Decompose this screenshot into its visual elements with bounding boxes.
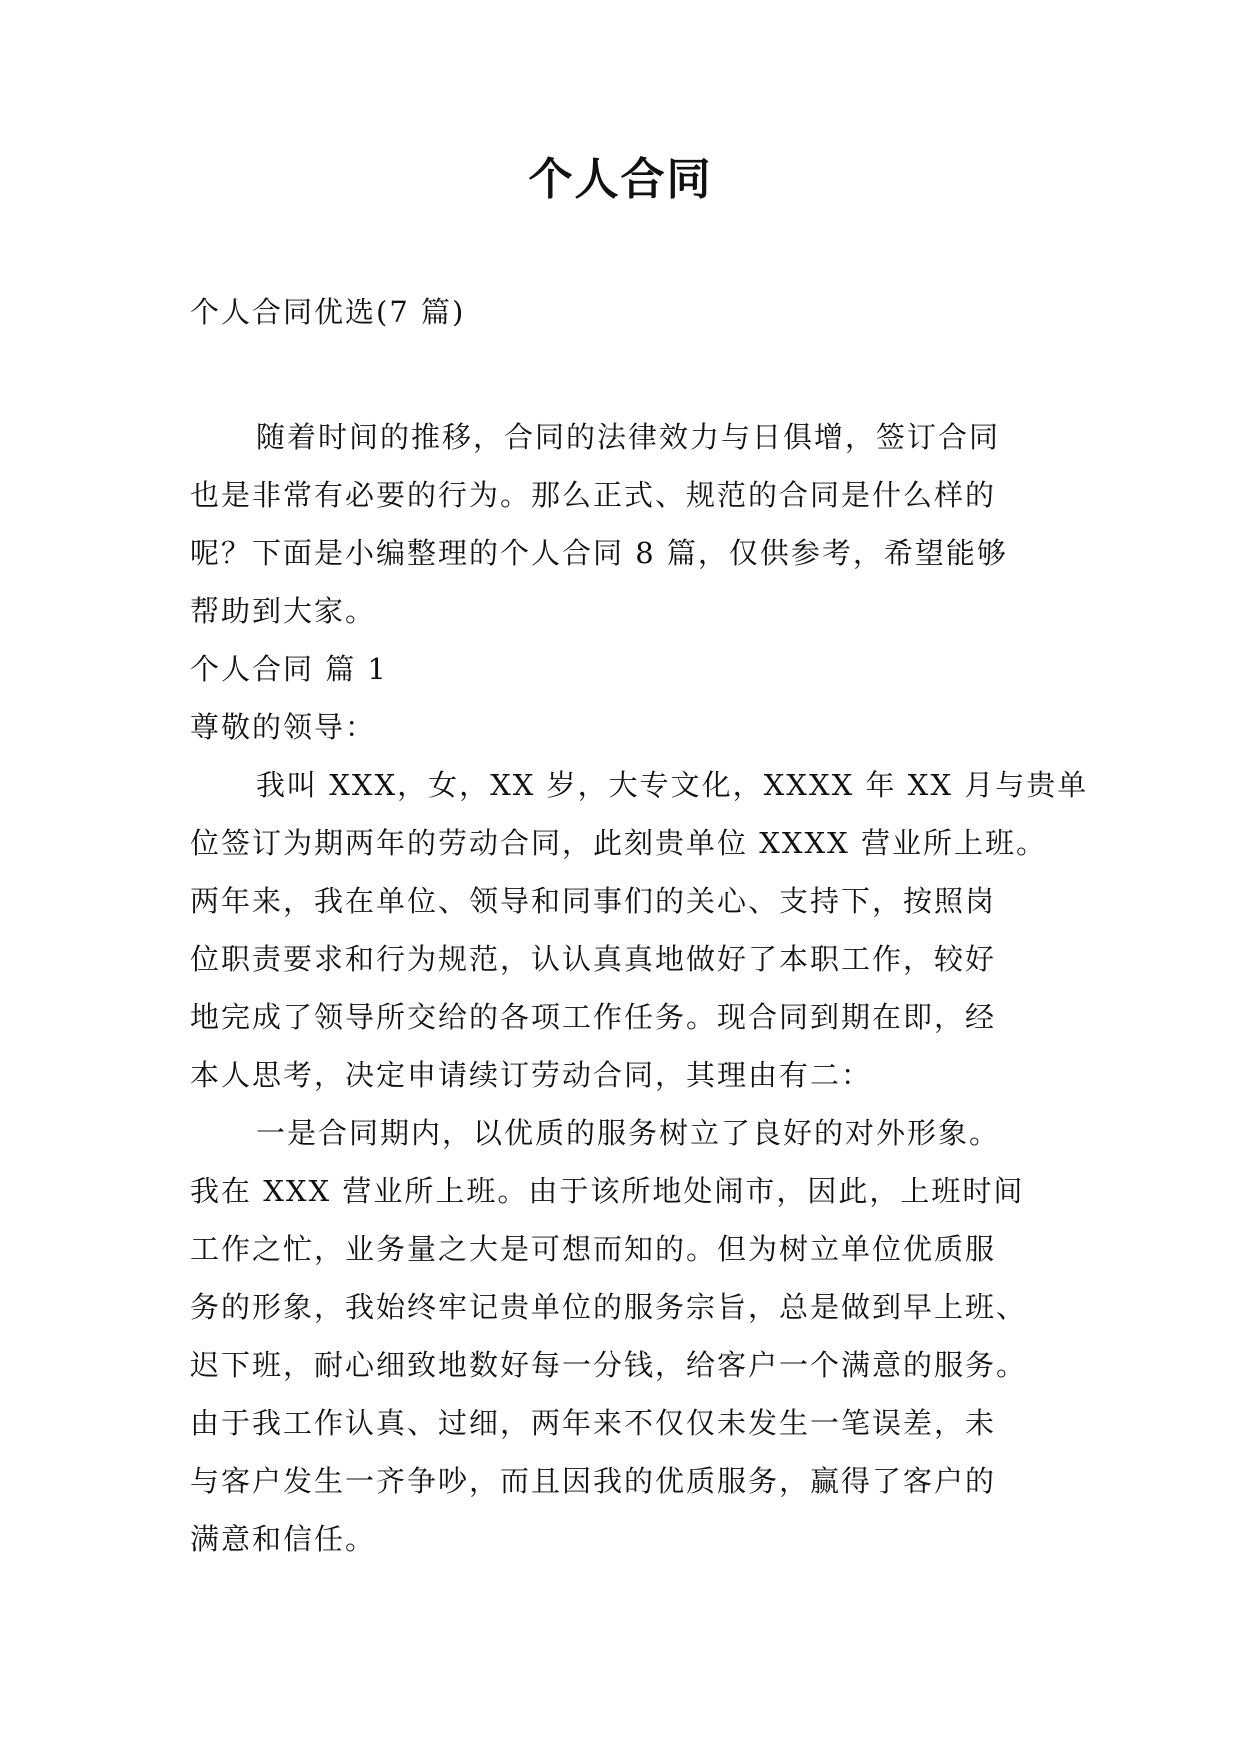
text-line: 呢？下面是小编整理的个人合同 8 篇，仅供参考，希望能够 <box>190 536 1008 570</box>
text-line: 我叫 XXX，女，XX 岁，大专文化，XXXX 年 XX 月与贵单 <box>256 768 1089 802</box>
text-line: 由于我工作认真、过细，两年来不仅仅未发生一笔误差，未 <box>190 1406 997 1440</box>
text-line: 迟下班，耐心细致地数好每一分钱，给客户一个满意的服务。 <box>190 1348 1028 1382</box>
text-line: 我在 XXX 营业所上班。由于该所地处闹市，因此，上班时间 <box>190 1174 1025 1208</box>
document-subtitle: 个人合同优选(7 篇) <box>190 295 466 329</box>
text-line: 也是非常有必要的行为。那么正式、规范的合同是什么样的 <box>190 478 997 512</box>
text-line: 位职责要求和行为规范，认认真真地做好了本职工作，较好 <box>190 942 997 976</box>
text-line: 一是合同期内，以优质的服务树立了良好的对外形象。 <box>256 1116 1001 1150</box>
text-line: 本人思考，决定申请续订劳动合同，其理由有二： <box>190 1058 873 1092</box>
text-line: 位签订为期两年的劳动合同，此刻贵单位 XXXX 营业所上班。 <box>190 826 1048 860</box>
text-line: 地完成了领导所交给的各项工作任务。现合同到期在即，经 <box>190 1000 997 1034</box>
text-line: 务的形象，我始终牢记贵单位的服务宗旨，总是做到早上班、 <box>190 1290 1028 1324</box>
text-line: 帮助到大家。 <box>190 594 377 628</box>
section-heading: 个人合同 篇 1 <box>190 652 388 686</box>
text-line: 两年来，我在单位、领导和同事们的关心、支持下，按照岗 <box>190 884 997 918</box>
document-body <box>190 408 1089 1568</box>
text-line: 工作之忙，业务量之大是可想而知的。但为树立单位优质服 <box>190 1232 997 1266</box>
text-line: 与客户发生一齐争吵，而且因我的优质服务，赢得了客户的 <box>190 1464 997 1498</box>
text-line: 满意和信任。 <box>190 1522 377 1556</box>
document-title: 个人合同 <box>528 154 713 205</box>
salutation: 尊敬的领导： <box>190 710 377 744</box>
text-line: 随着时间的推移，合同的法律效力与日俱增，签订合同 <box>256 420 1001 454</box>
